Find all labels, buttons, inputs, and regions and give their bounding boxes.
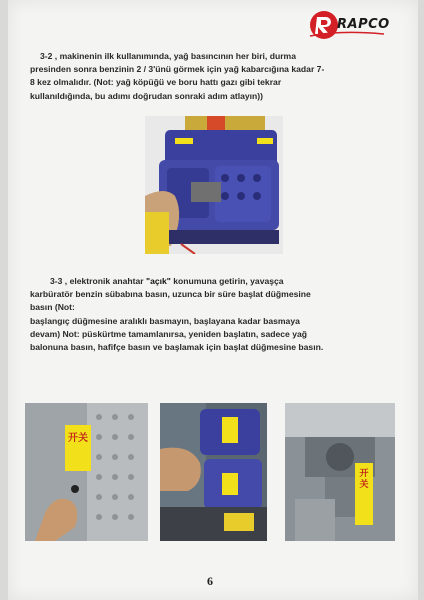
text-line: presinden sonra benzinin 2 / 3'ünü görmek için yağ kabarcığına kadar 7- [30, 64, 325, 75]
hand-machine-photo [160, 403, 267, 541]
text-line-end: konumuna getirin, yavaşça [170, 276, 284, 286]
text-line [30, 275, 396, 288]
switch-photo [25, 403, 148, 541]
step-3-2-text [30, 50, 390, 103]
text-line: başlangıç düğmesine aralıklı basmayın, başlayana kadar basmaya [30, 315, 300, 326]
switch-label: 开关 [68, 433, 88, 444]
carburetor-photo [285, 403, 395, 541]
text-line: 3-2 , makinenin ilk kullanımında, yağ basıncının her biri, durma [40, 51, 296, 61]
carburetor-label: 开关 [359, 469, 369, 490]
page-number: 6 [207, 574, 213, 588]
text-line-start: 3-3 , elektronik anahtar [50, 276, 146, 286]
machine-photo [145, 116, 283, 254]
logo-text: RAPCO [337, 17, 390, 32]
text-line: kullanıldığında, bu adımı doğrudan sonraki adım atlayın)) [30, 90, 264, 101]
text-line: basın (Not: [30, 302, 75, 313]
text-line: devam) Not: püskürtme tamamlanırsa, yeniden başlatın, sadece yağ [30, 328, 308, 339]
text-line: karbüratör benzin sübabına basın, uzunca bir süre başlat düğmesine [30, 289, 311, 300]
step-3-3-text [30, 275, 396, 354]
text-line: 8 kez olmalıdır. (Not: yağ köpüğü ve boru hattı gazı gibi tekrar [30, 77, 282, 88]
quoted-term: "açık" [146, 276, 171, 286]
text-line: balonuna basın, hafifçe basın ve başlamak için başlat düğmesine basın. [30, 342, 324, 353]
